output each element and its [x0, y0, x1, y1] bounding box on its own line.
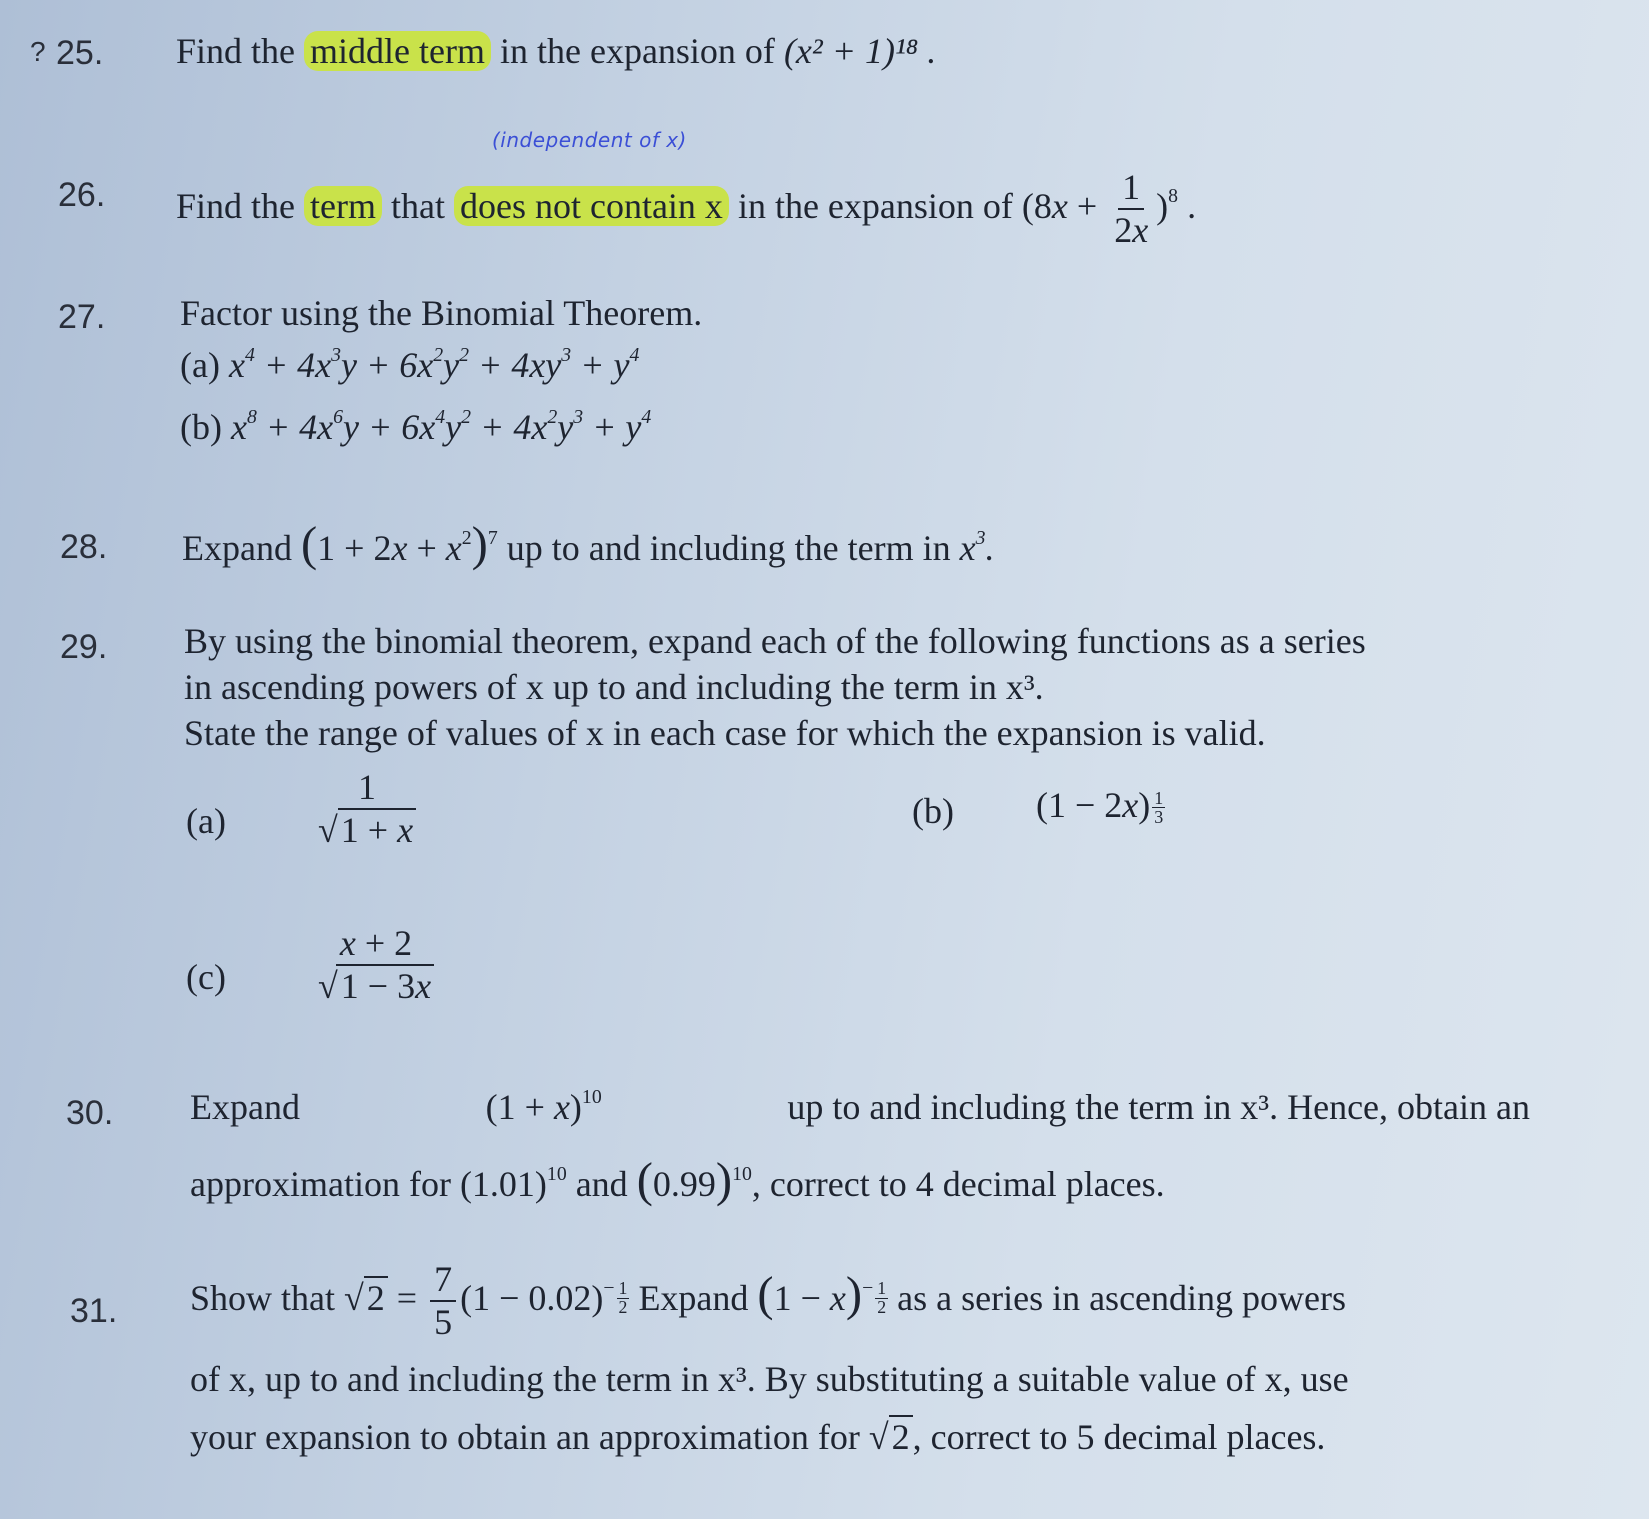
q27-number: 27.: [58, 298, 106, 336]
q25-expression: (x² + 1)¹⁸ .: [783, 31, 937, 71]
q29-line3: State the range of values of x in each case for which the expansion is valid.: [184, 713, 1266, 753]
q26-text: [176, 168, 1196, 251]
q26-highlight-condition: does not contain x: [454, 186, 729, 226]
q26-pre: Find the: [176, 185, 296, 226]
q26-mid: that: [391, 185, 445, 226]
q28-text: [182, 516, 995, 572]
q29-part-c-label: (c): [186, 957, 226, 997]
q26-highlight-term: term: [304, 186, 382, 226]
q29-part-a-expression: $\frac{1}{√1 + x}$: [310, 768, 424, 851]
q31-pre: Show that: [190, 1277, 336, 1318]
q28-number: 28.: [60, 528, 108, 566]
q29-part-a-label: (a): [186, 801, 226, 841]
q31-post: as a series in ascending powers: [897, 1277, 1346, 1318]
q31-expression: $(1 - x)^{- \frac{1}{2}}$: [757, 1266, 887, 1321]
q30-line1: [190, 1086, 1530, 1128]
q31-number: 31.: [70, 1292, 118, 1330]
q26-expression: (8x + $\frac{1}{2x}$ )$^8$ .: [1021, 167, 1197, 250]
q30-value-2: $(0.99)^{10}$: [636, 1153, 752, 1207]
q25-post: in the expansion of: [499, 31, 775, 71]
q29-part-b-label: (b): [912, 791, 954, 831]
q30-value-1: $(1.01)^{10}$: [459, 1163, 567, 1204]
q29-part-b-expression: (1 − 2x) $\frac{1}{3}$: [1036, 785, 1164, 827]
q31-sqrt2: √2: [869, 1416, 913, 1458]
q26-post: in the expansion of: [737, 185, 1013, 226]
q26-handwritten-note: (independent of x): [492, 128, 687, 152]
q27-b-expression: $x^8 + 4x^6y + 6x^4y^2 + 4x^2y^3 + y^4$: [230, 406, 652, 447]
q27-a-expression: $x^4 + 4x^3y + 6x^2y^2 + 4xy^3 + y^4$: [228, 344, 640, 385]
q31-line3-pre: your expansion to obtain an approximation for: [190, 1417, 860, 1457]
q31-line3-post: , correct to 5 decimal places.: [912, 1417, 1326, 1457]
q28-term: $x^3$.: [959, 527, 995, 568]
q30-line2-post: , correct to 4 decimal places.: [751, 1164, 1165, 1204]
q28-post: up to and including the term in: [506, 528, 951, 568]
q29-number: 29.: [60, 628, 108, 666]
q27-b-label: (b): [180, 407, 222, 447]
q25-number: 25.: [56, 34, 104, 72]
margin-question-mark: ?: [30, 36, 46, 67]
q30-post: up to and including the term in x³. Hence, obtain an: [787, 1087, 1530, 1127]
q25-text: [176, 30, 936, 72]
q27-title: Factor using the Binomial Theorem.: [180, 293, 703, 333]
q25-pre: Find the: [176, 31, 296, 71]
q27-a-label: (a): [180, 345, 220, 385]
q28-pre: Expand: [182, 528, 292, 568]
q31-line2: of x, up to and including the term in x³. By substituting a suitable value of x, use: [190, 1359, 1349, 1399]
q31-identity: √2 = $\frac{7}{5}$ $(1 - 0.02)^{- \frac{1}{2}}$: [344, 1259, 628, 1342]
q26-number: 26.: [58, 176, 106, 214]
q31-mid: Expand: [638, 1277, 749, 1318]
q27-part-a: [180, 344, 639, 386]
q30-line2-pre: approximation for: [190, 1164, 451, 1204]
q29-part-c-expression: $\frac{x + 2}{√1 - 3x}$: [310, 924, 442, 1007]
q27-part-b: [180, 406, 651, 448]
q25-highlight: middle term: [304, 31, 491, 71]
q31-line3: [190, 1416, 1325, 1458]
q31-line1: [190, 1260, 1346, 1343]
q30-line2-mid: and: [575, 1164, 628, 1204]
q29-line1: By using the binomial theorem, expand each of the following functions as a series: [184, 621, 1366, 661]
q29-line2: in ascending powers of x up to and including the term in x³.: [184, 667, 1044, 707]
q30-number: 30.: [66, 1094, 114, 1132]
q30-expression: $(1 + x)^{10}$: [485, 1086, 602, 1127]
q30-line2: [190, 1152, 1165, 1208]
q30-pre: Expand: [190, 1087, 300, 1127]
q28-expression: $(1 + 2x + x^2)^7$: [300, 517, 498, 571]
